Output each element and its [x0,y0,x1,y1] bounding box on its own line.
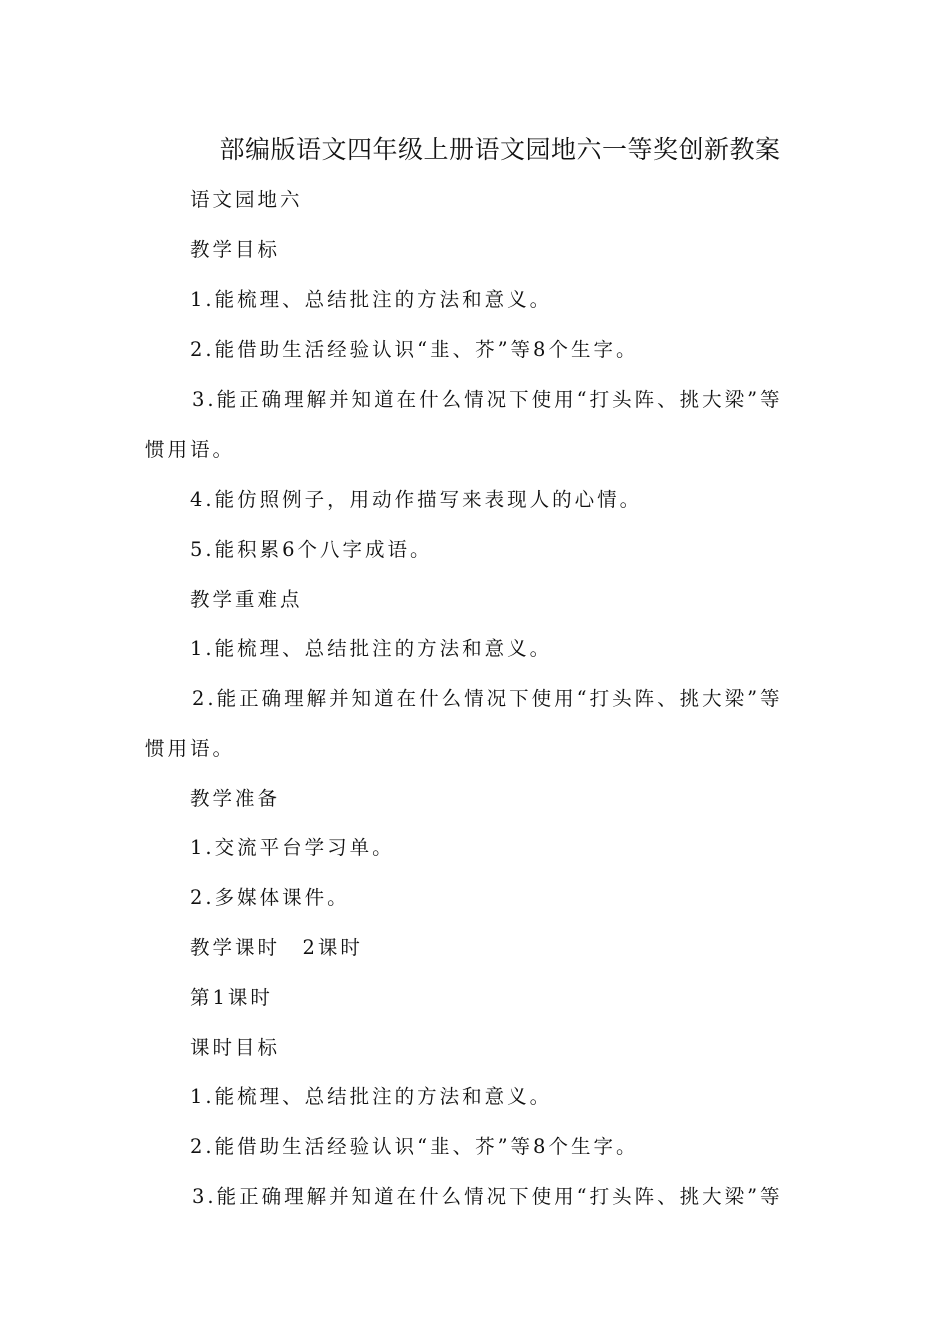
list-item: 2.能借助生活经验认识“韭、芥”等8个生字。 [190,1135,639,1158]
section-heading: 第1课时 [190,986,273,1009]
list-item: 3.能正确理解并知道在什么情况下使用“打头阵、挑大梁”等 [192,1185,783,1208]
list-item-continuation: 惯用语。 [145,438,236,461]
list-item: 5.能积累6个八字成语。 [190,538,433,561]
list-item: 2.能正确理解并知道在什么情况下使用“打头阵、挑大梁”等 [192,687,783,710]
list-item: 2.多媒体课件。 [190,886,350,909]
document-title: 部编版语文四年级上册语文园地六一等奖创新教案 [219,135,781,164]
section-heading: 教学课时 2课时 [190,936,363,959]
list-item: 3.能正确理解并知道在什么情况下使用“打头阵、挑大梁”等 [192,388,783,411]
list-item: 1.能梳理、总结批注的方法和意义。 [190,637,553,660]
section-heading: 教学重难点 [190,588,303,611]
section-heading: 教学准备 [190,787,281,810]
list-item: 1.交流平台学习单。 [190,836,395,859]
list-item-continuation: 惯用语。 [145,737,236,760]
list-item: 2.能借助生活经验认识“韭、芥”等8个生字。 [190,338,639,361]
section-heading: 课时目标 [190,1036,281,1059]
list-item: 4.能仿照例子，用动作描写来表现人的心情。 [190,488,643,511]
list-item: 1.能梳理、总结批注的方法和意义。 [190,1085,553,1108]
list-item: 1.能梳理、总结批注的方法和意义。 [190,288,553,311]
section-heading: 教学目标 [190,238,281,261]
section-heading: 语文园地六 [190,188,303,211]
